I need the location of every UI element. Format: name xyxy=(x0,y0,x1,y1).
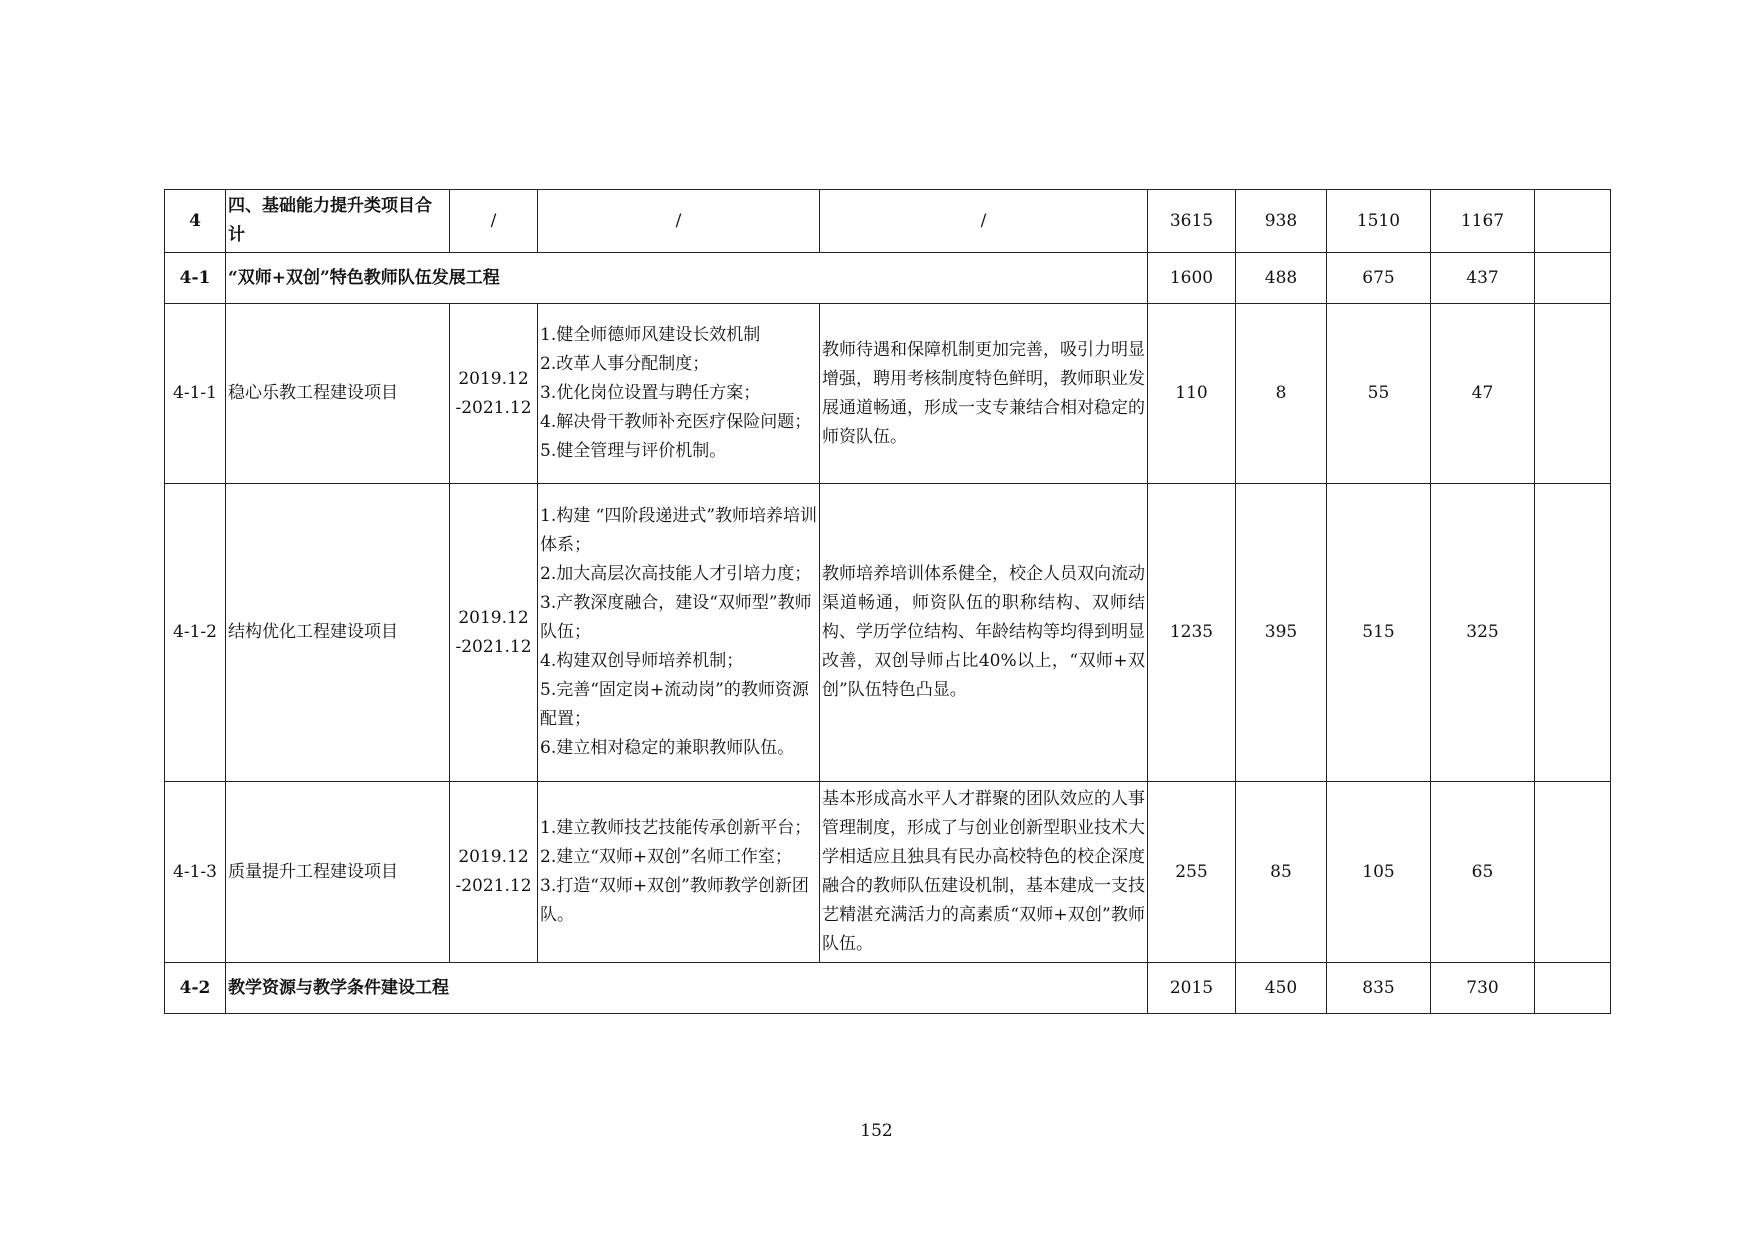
row-name: 教学资源与教学条件建设工程 xyxy=(226,963,1148,1014)
content-item: 3.产教深度融合，建设“双师型”教师队伍； xyxy=(540,593,812,642)
content-item: 6.建立相对稳定的兼职教师队伍。 xyxy=(540,738,795,758)
content-item: 3.打造“双师+双创”教师教学创新团队。 xyxy=(540,876,809,925)
row-code: 4-1 xyxy=(165,253,226,304)
table-row xyxy=(165,963,1611,1014)
period-start: 2019.12 xyxy=(458,847,529,867)
table-row xyxy=(165,304,1611,484)
row-total: 1600 xyxy=(1148,253,1236,304)
row-period xyxy=(450,484,538,782)
row-name: 四、基础能力提升类项目合计 xyxy=(226,190,450,253)
content-item: 1.构建 “四阶段递进式”教师培养培训体系； xyxy=(540,506,818,555)
content-item: 4.解决骨干教师补充医疗保险问题； xyxy=(540,412,812,432)
row-year3: 1167 xyxy=(1431,190,1535,253)
row-total: 255 xyxy=(1148,782,1236,963)
row-code: 4-1-1 xyxy=(165,304,226,484)
row-period: / xyxy=(450,190,538,253)
row-note xyxy=(1535,190,1611,253)
row-content xyxy=(538,782,820,963)
row-total: 1235 xyxy=(1148,484,1236,782)
row-year2: 1510 xyxy=(1327,190,1431,253)
row-year1: 395 xyxy=(1236,484,1327,782)
row-note xyxy=(1535,963,1611,1014)
row-code: 4-1-2 xyxy=(165,484,226,782)
row-year1: 85 xyxy=(1236,782,1327,963)
content-item: 1.健全师德师风建设长效机制 xyxy=(540,325,761,345)
row-code: 4-1-3 xyxy=(165,782,226,963)
content-item: 2.改革人事分配制度； xyxy=(540,354,710,374)
period-end: -2021.12 xyxy=(455,636,532,657)
content-item: 2.加大高层次高技能人才引培力度； xyxy=(540,564,812,584)
table-row xyxy=(165,782,1611,963)
table-row xyxy=(165,190,1611,253)
row-name: 质量提升工程建设项目 xyxy=(226,782,450,963)
page-number: 152 xyxy=(860,1121,893,1141)
row-year3: 325 xyxy=(1431,484,1535,782)
row-year3: 65 xyxy=(1431,782,1535,963)
period-end: -2021.12 xyxy=(455,397,532,418)
table-row xyxy=(165,484,1611,782)
row-year1: 450 xyxy=(1236,963,1327,1014)
content-item: 5.完善“固定岗+流动岗”的教师资源配置； xyxy=(540,680,809,729)
row-note xyxy=(1535,304,1611,484)
row-year1: 488 xyxy=(1236,253,1327,304)
row-content xyxy=(538,304,820,484)
row-period xyxy=(450,304,538,484)
table-row xyxy=(165,253,1611,304)
row-year3: 437 xyxy=(1431,253,1535,304)
row-code: 4 xyxy=(165,190,226,253)
row-name: “双师+双创”特色教师队伍发展工程 xyxy=(226,253,1148,304)
row-period xyxy=(450,782,538,963)
row-name: 稳心乐教工程建设项目 xyxy=(226,304,450,484)
row-year1: 8 xyxy=(1236,304,1327,484)
content-item: 3.优化岗位设置与聘任方案； xyxy=(540,383,761,403)
row-target: 教师待遇和保障机制更加完善，吸引力明显增强，聘用考核制度特色鲜明，教师职业发展通道畅通，形成一支专兼结合相对稳定的师资队伍。 xyxy=(820,304,1148,484)
content-item: 1.建立教师技艺技能传承创新平台； xyxy=(540,818,812,838)
row-note xyxy=(1535,484,1611,782)
content-item: 5.健全管理与评价机制。 xyxy=(540,441,727,461)
row-target: 基本形成高水平人才群聚的团队效应的人事管理制度，形成了与创业创新型职业技术大学相适应且独具有民办高校特色的校企深度融合的教师队伍建设机制，基本建成一支技艺精湛充满活力的高素质“双师+双创”教师队伍。 xyxy=(820,782,1148,963)
row-year2: 105 xyxy=(1327,782,1431,963)
row-year2: 835 xyxy=(1327,963,1431,1014)
row-year3: 730 xyxy=(1431,963,1535,1014)
row-code: 4-2 xyxy=(165,963,226,1014)
content-item: 2.建立“双师+双创”名师工作室； xyxy=(540,847,792,867)
row-year2: 515 xyxy=(1327,484,1431,782)
row-total: 3615 xyxy=(1148,190,1236,253)
row-total: 2015 xyxy=(1148,963,1236,1014)
period-start: 2019.12 xyxy=(458,368,529,389)
row-content xyxy=(538,484,820,782)
row-total: 110 xyxy=(1148,304,1236,484)
row-year2: 55 xyxy=(1327,304,1431,484)
period-end: -2021.12 xyxy=(455,876,532,896)
row-target: 教师培养培训体系健全，校企人员双向流动渠道畅通，师资队伍的职称结构、双师结构、学历学位结构、年龄结构等均得到明显改善，双创导师占比40%以上，“双师+双创”队伍特色凸显。 xyxy=(820,484,1148,782)
row-year1: 938 xyxy=(1236,190,1327,253)
content-item: 4.构建双创导师培养机制； xyxy=(540,651,744,671)
row-note xyxy=(1535,253,1611,304)
period-start: 2019.12 xyxy=(458,607,529,628)
row-note xyxy=(1535,782,1611,963)
row-name: 结构优化工程建设项目 xyxy=(226,484,450,782)
row-year3: 47 xyxy=(1431,304,1535,484)
row-target: / xyxy=(820,190,1148,253)
budget-table xyxy=(164,189,1611,1014)
row-content: / xyxy=(538,190,820,253)
row-year2: 675 xyxy=(1327,253,1431,304)
